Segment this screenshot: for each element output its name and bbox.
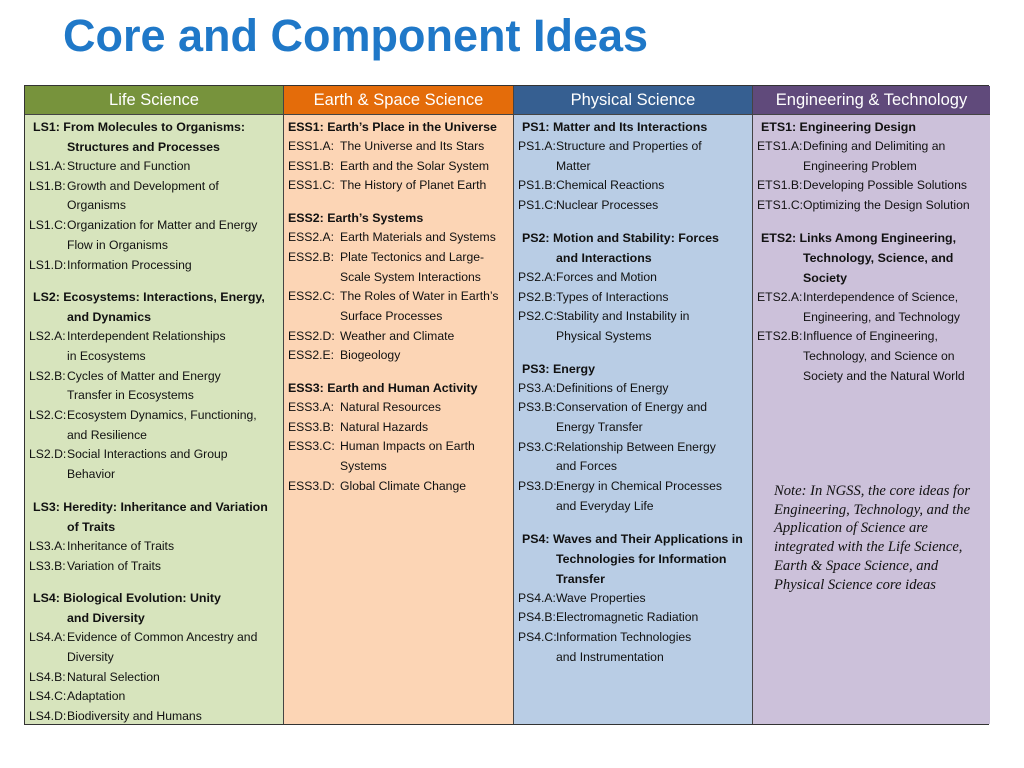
idea-item <box>29 367 279 406</box>
idea-text <box>67 628 279 667</box>
idea-text-line: Weather and Climate <box>340 328 455 343</box>
idea-code: LS4.C: <box>29 689 67 704</box>
section-title-line: Transfer <box>556 571 605 586</box>
idea-text-line: Plate Tectonics and Large- <box>340 249 485 264</box>
idea-text <box>340 477 509 497</box>
idea-text <box>340 287 509 326</box>
idea-item <box>518 589 748 609</box>
idea-code: ESS3.A: <box>288 400 335 415</box>
idea-item <box>518 268 748 288</box>
idea-text-line: Types of Interactions <box>556 289 669 304</box>
idea-text-line: Systems <box>340 459 387 474</box>
idea-text-line: Scale System Interactions <box>340 269 481 284</box>
idea-item <box>29 687 279 707</box>
idea-text-line: Wave Properties <box>556 590 646 605</box>
idea-code: PS3.D: <box>518 479 557 494</box>
idea-item <box>288 418 509 438</box>
idea-text <box>67 707 279 727</box>
idea-text-line: Biogeology <box>340 348 401 363</box>
section-title <box>757 228 986 288</box>
idea-text <box>556 288 748 308</box>
idea-item <box>29 327 279 366</box>
idea-text <box>67 367 279 406</box>
idea-text <box>340 176 509 196</box>
idea-text-line: Defining and Delimiting an <box>803 139 946 153</box>
idea-text <box>803 327 986 386</box>
idea-text-line: and Everyday Life <box>556 498 654 513</box>
idea-item <box>518 288 748 308</box>
idea-code: LS1.A: <box>29 159 66 173</box>
idea-item <box>288 157 509 177</box>
idea-code: PS1.C: <box>518 198 557 213</box>
idea-text-line: The History of Planet Earth <box>340 178 487 193</box>
idea-text-line: Relationship Between Energy <box>556 439 716 454</box>
section <box>518 228 748 347</box>
idea-text <box>556 628 748 667</box>
idea-item <box>29 445 279 484</box>
idea-text-line: Optimizing the Design Solution <box>803 198 970 213</box>
core-ideas-table <box>24 85 989 725</box>
idea-text <box>803 288 986 327</box>
idea-text-line: Social Interactions and Group <box>67 447 228 462</box>
section-title <box>29 117 279 157</box>
idea-text-line: Information Technologies <box>556 629 692 644</box>
idea-code: ETS2.B: <box>757 329 803 344</box>
idea-text-line: The Universe and Its Stars <box>340 139 485 153</box>
idea-code: ESS2.C: <box>288 289 335 304</box>
section-title-line: ETS1: Engineering Design <box>761 120 916 134</box>
idea-item <box>288 346 509 366</box>
idea-text-line: and Resilience <box>67 427 147 442</box>
idea-text <box>556 176 748 196</box>
section-title <box>288 117 509 137</box>
section-title <box>518 228 748 268</box>
idea-text <box>340 437 509 476</box>
column-earth-space-science <box>284 86 514 724</box>
section <box>518 117 748 216</box>
idea-item <box>518 307 748 346</box>
idea-item <box>518 398 748 437</box>
idea-item <box>29 628 279 667</box>
idea-text-line: Information Processing <box>67 257 192 272</box>
section-title-line: PS4: Waves and Their Applications in <box>522 531 743 546</box>
idea-code: PS3.C: <box>518 439 557 454</box>
idea-code: LS4.B: <box>29 669 66 684</box>
idea-text-line: Developing Possible Solutions <box>803 178 967 193</box>
section-title-line: and Diversity <box>67 611 145 626</box>
idea-item <box>29 256 279 276</box>
idea-code: ESS2.A: <box>288 230 335 245</box>
idea-item <box>29 537 279 557</box>
section <box>29 117 279 275</box>
section <box>29 497 279 576</box>
idea-text-line: Physical Systems <box>556 328 652 343</box>
idea-item <box>518 438 748 477</box>
idea-text <box>340 398 509 418</box>
section-title-line: PS1: Matter and Its Interactions <box>522 120 708 134</box>
idea-text-line: Conservation of Energy and <box>556 400 708 415</box>
idea-code: PS2.B: <box>518 289 556 304</box>
section <box>518 529 748 668</box>
idea-text-line: Organization for Matter and Energy <box>67 218 258 233</box>
idea-code: ESS3.C: <box>288 439 335 454</box>
idea-text <box>67 157 279 177</box>
idea-item <box>518 176 748 196</box>
section-title-line: ETS2: Links Among Engineering, <box>761 230 957 245</box>
idea-item <box>757 288 986 327</box>
idea-text-line: Flow in Organisms <box>67 237 168 252</box>
section-title <box>288 378 509 398</box>
column-physical-science <box>514 86 753 724</box>
idea-text <box>556 589 748 609</box>
idea-text-line: Diversity <box>67 649 114 664</box>
idea-text-line: Forces and Motion <box>556 269 657 284</box>
idea-item <box>288 228 509 248</box>
idea-text <box>340 327 509 347</box>
idea-item <box>29 216 279 255</box>
idea-code: ESS2.D: <box>288 328 335 343</box>
idea-text-line: Earth Materials and Systems <box>340 230 496 245</box>
idea-text-line: Nuclear Processes <box>556 198 659 213</box>
idea-text-line: Influence of Engineering, <box>803 329 938 344</box>
idea-code: LS3.A: <box>29 538 66 553</box>
idea-code: LS4.D: <box>29 709 67 724</box>
section <box>29 588 279 727</box>
idea-code: PS2.A: <box>518 269 556 284</box>
idea-code: ETS2.A: <box>757 289 803 304</box>
column-body <box>753 115 990 724</box>
idea-code: PS4.B: <box>518 610 556 625</box>
idea-code: PS3.A: <box>518 380 556 395</box>
section-title-line: Technology, Science, and <box>803 250 954 265</box>
idea-item <box>757 176 986 196</box>
idea-code: ESS1.B: <box>288 158 335 173</box>
idea-text-line: Interdependence of Science, <box>803 289 959 304</box>
idea-code: ESS3.D: <box>288 478 335 493</box>
idea-code: PS4.A: <box>518 590 556 605</box>
idea-item <box>29 557 279 577</box>
section-title-line: LS4: Biological Evolution: Unity <box>33 591 221 606</box>
idea-item <box>518 379 748 399</box>
note-text <box>774 482 982 594</box>
idea-item <box>518 477 748 516</box>
idea-item <box>518 628 748 667</box>
idea-code: PS1.B: <box>518 178 556 193</box>
idea-code: ESS1.A: <box>288 139 335 153</box>
idea-code: LS2.C: <box>29 408 67 423</box>
idea-code: PS2.C: <box>518 309 557 324</box>
section-title-line: Structures and Processes <box>67 140 220 154</box>
section-title-line: and Dynamics <box>67 310 152 325</box>
idea-text-line: Engineering Problem <box>803 158 917 173</box>
section <box>288 208 509 366</box>
idea-code: LS1.D: <box>29 257 67 272</box>
idea-text <box>67 687 279 707</box>
idea-text-line: Chemical Reactions <box>556 178 665 193</box>
section <box>288 378 509 497</box>
idea-text-line: Inheritance of Traits <box>67 538 175 553</box>
idea-text <box>556 307 748 346</box>
idea-text <box>67 406 279 445</box>
idea-text <box>556 438 748 477</box>
idea-text-line: Structure and Function <box>67 159 191 173</box>
idea-text-line: and Instrumentation <box>556 649 664 664</box>
idea-text <box>340 137 509 157</box>
idea-item <box>29 707 279 727</box>
section-title-line: PS2: Motion and Stability: Forces <box>522 230 719 245</box>
idea-text <box>67 216 279 255</box>
column-life-science <box>25 86 284 724</box>
idea-text-line: Natural Resources <box>340 400 441 415</box>
idea-item <box>29 177 279 216</box>
idea-text-line: in Ecosystems <box>67 348 146 363</box>
idea-item <box>29 157 279 177</box>
section-title-line: ESS2: Earth’s Systems <box>288 211 424 226</box>
idea-text-line: The Roles of Water in Earth’s <box>340 289 499 304</box>
idea-text-line: Surface Processes <box>340 308 443 323</box>
idea-text-line: Cycles of Matter and Energy <box>67 368 221 383</box>
idea-item <box>288 398 509 418</box>
section <box>757 228 986 387</box>
section-title <box>29 497 279 537</box>
idea-text-line: Electromagnetic Radiation <box>556 610 699 625</box>
idea-code: ETS1.B: <box>757 178 803 193</box>
idea-text <box>803 196 986 216</box>
idea-code: LS2.D: <box>29 447 67 462</box>
section <box>757 117 986 216</box>
idea-text-line: Definitions of Energy <box>556 380 669 395</box>
column-header-life-science: Life Science <box>25 86 283 115</box>
idea-item <box>29 406 279 445</box>
idea-text-line: Earth and the Solar System <box>340 158 490 173</box>
idea-text <box>340 228 509 248</box>
column-body <box>284 115 513 724</box>
section-title-line: ESS3: Earth and Human Activity <box>288 381 478 396</box>
idea-item <box>288 327 509 347</box>
idea-item <box>288 248 509 287</box>
idea-text-line: Global Climate Change <box>340 478 467 493</box>
idea-text-line: Engineering, and Technology <box>803 309 960 324</box>
idea-code: ETS1.C: <box>757 198 804 213</box>
idea-text <box>556 608 748 628</box>
column-header-earth-space-science: Earth & Space Science <box>284 86 513 115</box>
section-title <box>518 117 748 137</box>
idea-item <box>288 176 509 196</box>
idea-item <box>518 137 748 176</box>
section-title-line: LS1: From Molecules to Organisms: <box>33 120 246 134</box>
idea-text <box>67 445 279 484</box>
idea-text <box>67 177 279 216</box>
idea-item <box>757 327 986 386</box>
idea-item <box>288 137 509 157</box>
idea-text-line: Society and the Natural World <box>803 368 965 383</box>
idea-code: LS2.A: <box>29 329 66 344</box>
idea-text-line: Stability and Instability in <box>556 309 690 324</box>
idea-text <box>67 557 279 577</box>
section-title-line: PS3: Energy <box>522 361 595 376</box>
idea-text-line: Structure and Properties of <box>556 139 702 153</box>
section-title-line: and Interactions <box>556 250 652 265</box>
idea-text-line: Energy in Chemical Processes <box>556 479 722 494</box>
section <box>29 287 279 485</box>
idea-text-line: Ecosystem Dynamics, Functioning, <box>67 408 257 423</box>
idea-code: LS3.B: <box>29 558 66 573</box>
idea-text-line: Technology, and Science on <box>803 348 955 363</box>
idea-text-line: Biodiversity and Humans <box>67 709 202 724</box>
section-title-line: LS2: Ecosystems: Interactions, Energy, <box>33 290 265 305</box>
idea-text <box>67 537 279 557</box>
column-engineering-technology <box>753 86 990 724</box>
idea-item <box>757 137 986 176</box>
idea-code: LS1.B: <box>29 178 66 193</box>
idea-item <box>29 668 279 688</box>
idea-text-line: Growth and Development of <box>67 178 219 193</box>
idea-text <box>67 256 279 276</box>
idea-text <box>556 196 748 216</box>
idea-text-line: Organisms <box>67 198 126 213</box>
idea-text <box>556 379 748 399</box>
section-title-line: Society <box>803 270 848 285</box>
section-title-line: ESS1: Earth’s Place in the Universe <box>288 120 497 134</box>
column-header-physical-science: Physical Science <box>514 86 752 115</box>
section-title <box>29 287 279 327</box>
idea-item <box>757 196 986 216</box>
section-title <box>518 529 748 589</box>
idea-text-line: Natural Selection <box>67 669 160 684</box>
idea-code: PS1.A: <box>518 139 556 153</box>
idea-text-line: Matter <box>556 158 591 173</box>
idea-code: ESS1.C: <box>288 178 335 193</box>
idea-item <box>518 608 748 628</box>
section <box>518 359 748 517</box>
column-body <box>514 115 752 724</box>
idea-text-line: Evidence of Common Ancestry and <box>67 630 258 645</box>
idea-code: ESS2.B: <box>288 249 335 264</box>
column-header-engineering-technology: Engineering & Technology <box>753 86 990 115</box>
note-label: Note <box>774 483 802 499</box>
idea-text <box>556 398 748 437</box>
idea-text <box>340 418 509 438</box>
idea-text <box>556 268 748 288</box>
idea-text-line: Human Impacts on Earth <box>340 439 475 454</box>
idea-item <box>518 196 748 216</box>
idea-code: LS1.C: <box>29 218 67 233</box>
idea-text <box>340 248 509 287</box>
section-title-line: LS3: Heredity: Inheritance and Variation <box>33 499 268 514</box>
idea-text <box>556 477 748 516</box>
column-body <box>25 115 283 724</box>
section-title <box>757 117 986 137</box>
idea-text-line: Energy Transfer <box>556 420 643 435</box>
idea-code: LS2.B: <box>29 368 66 383</box>
section-title <box>288 208 509 228</box>
idea-code: PS3.B: <box>518 400 556 415</box>
idea-text-line: Variation of Traits <box>67 558 161 573</box>
page-title: Core and Component Ideas <box>63 10 649 61</box>
idea-text-line: Natural Hazards <box>340 419 429 434</box>
section-title-line: Technologies for Information <box>556 551 727 566</box>
section-title <box>518 359 748 379</box>
idea-code: ESS3.B: <box>288 419 335 434</box>
idea-text-line: Behavior <box>67 467 116 482</box>
idea-text <box>556 137 748 176</box>
note-body: : In NGSS, the core ideas for Engineering, Technology, and the Application of Science are integrated with the Life Science, Earth & Space Science, and Physical Science core ideas <box>774 483 971 593</box>
idea-text-line: Transfer in Ecosystems <box>67 388 194 403</box>
idea-text-line: Adaptation <box>67 689 126 704</box>
idea-code: ETS1.A: <box>757 139 803 153</box>
idea-text <box>340 157 509 177</box>
idea-text <box>803 176 986 196</box>
idea-code: PS4.C: <box>518 629 557 644</box>
section <box>288 117 509 196</box>
idea-text-line: Interdependent Relationships <box>67 329 226 344</box>
idea-code: ESS2.E: <box>288 348 335 363</box>
idea-text <box>340 346 509 366</box>
idea-item <box>288 477 509 497</box>
idea-item <box>288 437 509 476</box>
section-title-line: of Traits <box>67 519 116 534</box>
idea-text <box>67 327 279 366</box>
idea-text-line: and Forces <box>556 459 617 474</box>
idea-text <box>67 668 279 688</box>
idea-code: LS4.A: <box>29 630 66 645</box>
section-title <box>29 588 279 628</box>
idea-item <box>288 287 509 326</box>
idea-text <box>803 137 986 176</box>
